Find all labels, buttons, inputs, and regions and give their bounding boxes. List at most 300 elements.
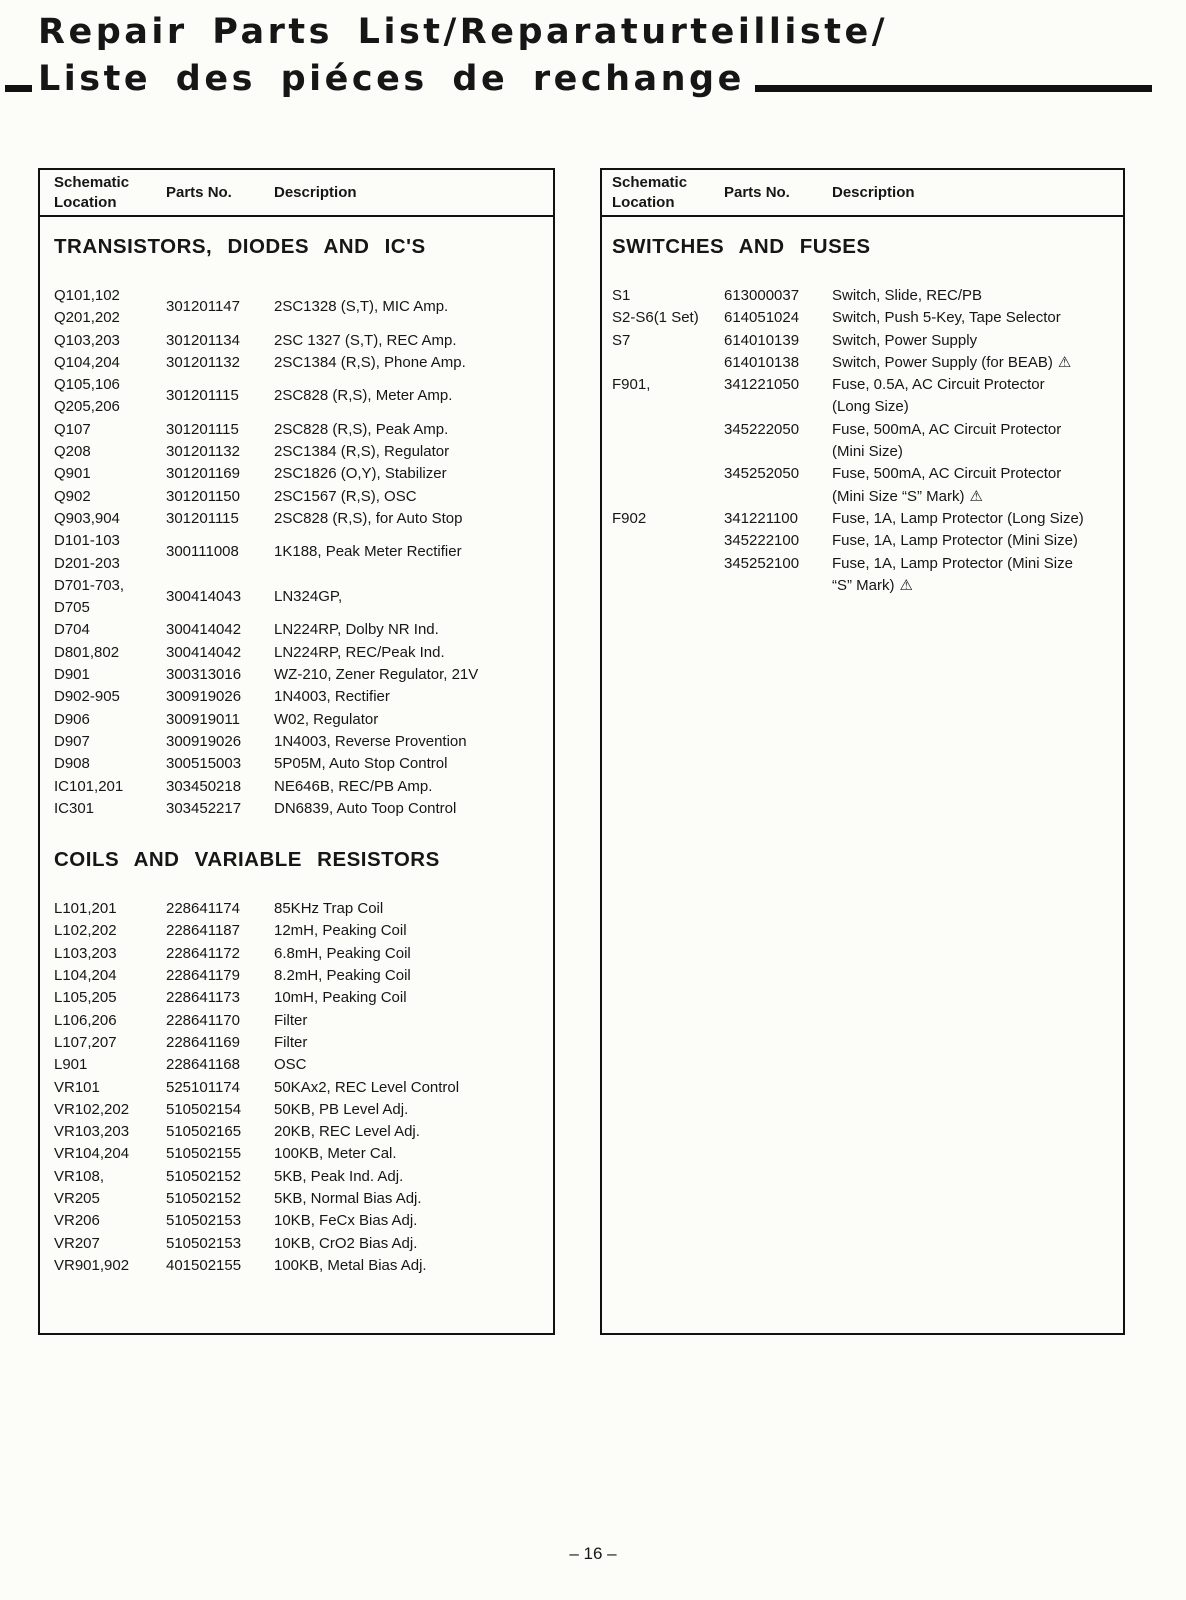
column-header-description: Description (832, 184, 915, 201)
schematic-location (54, 753, 166, 775)
schematic-location-line: L101,201 (54, 900, 117, 918)
schematic-location (54, 1077, 166, 1099)
table-row (54, 330, 551, 352)
description (832, 419, 1121, 464)
description-line: Fuse, 1A, Lamp Protector (Mini Size (832, 554, 1073, 572)
parts-no: 613000037 (724, 287, 800, 304)
description-line: 2SC1826 (O,Y), Stabilizer (274, 465, 447, 483)
schematic-location-line: L105,205 (54, 989, 117, 1007)
table-row (54, 709, 551, 731)
schematic-location-line: VR205 (54, 1189, 100, 1207)
description (274, 987, 551, 1009)
table-row (612, 307, 1121, 329)
table-header (40, 170, 553, 217)
column-header-schematic-location: Schematic Location (54, 173, 130, 211)
schematic-location-line: D101-103 (54, 532, 120, 550)
parts-no: 510502155 (166, 1145, 242, 1163)
parts-no: 614010138 (724, 353, 800, 371)
description-line: 5KB, Peak Ind. Adj. (274, 1167, 404, 1185)
table-row (54, 965, 551, 987)
schematic-location-line: F901, (612, 376, 651, 394)
schematic-location (612, 307, 724, 329)
description (274, 898, 551, 920)
table-row (612, 530, 1121, 552)
schematic-location (54, 1010, 166, 1032)
description-line: 12mH, Peaking Coil (274, 922, 407, 940)
description (832, 508, 1121, 530)
description-line: 5P05M, Auto Stop Control (274, 755, 448, 773)
schematic-location-line: Q901 (54, 465, 91, 483)
parts-no: 300414042 (166, 621, 242, 639)
schematic-location-line: VR108, (54, 1167, 105, 1185)
schematic-location (54, 943, 166, 965)
parts-no: 300414043 (166, 588, 242, 605)
schematic-location (54, 987, 166, 1009)
schematic-location (54, 664, 166, 686)
parts-no: 300515003 (166, 755, 242, 773)
schematic-location-line: L901 (54, 1056, 88, 1074)
description-line: 100KB, Metal Bias Adj. (274, 1256, 427, 1274)
schematic-location (54, 285, 166, 330)
description-line: 10KB, CrO2 Bias Adj. (274, 1234, 418, 1252)
table-row (54, 441, 551, 463)
table-row (54, 530, 551, 575)
schematic-location (54, 898, 166, 920)
right-parts-table (600, 168, 1125, 1335)
description-line: Switch, Power Supply (832, 331, 978, 349)
schematic-location (54, 1166, 166, 1188)
description-line: Fuse, 500mA, AC Circuit Protector (832, 465, 1062, 483)
schematic-location-line: D907 (54, 732, 90, 750)
description (274, 753, 551, 775)
description-line: W02, Regulator (274, 710, 379, 728)
table-row (54, 731, 551, 753)
schematic-location (54, 463, 166, 485)
description-line: 85KHz Trap Coil (274, 900, 384, 918)
table-row (54, 686, 551, 708)
section-title: COILS AND VARIABLE RESISTORS (54, 848, 440, 872)
schematic-location (612, 374, 724, 396)
schematic-location-line: L102,202 (54, 922, 117, 940)
schematic-location-line: Q107 (54, 420, 91, 438)
parts-no: 300919026 (166, 688, 242, 706)
section-title: SWITCHES AND FUSES (612, 235, 871, 258)
parts-no: 345252050 (724, 465, 800, 483)
schematic-location (54, 575, 166, 620)
parts-no: 228641169 (166, 1033, 240, 1051)
description-line: 1N4003, Reverse Provention (274, 732, 467, 750)
table-row (54, 1054, 551, 1076)
table-row (54, 1255, 551, 1277)
page-title-line2-row (5, 59, 1152, 99)
parts-no: 301201169 (166, 465, 240, 483)
description-line: (Long Size) (832, 398, 909, 416)
schematic-location (54, 642, 166, 664)
parts-no: 510502152 (166, 1189, 242, 1207)
schematic-location-line: L103,203 (54, 944, 117, 962)
schematic-location-line: VR901,902 (54, 1256, 130, 1274)
parts-no: 614010139 (724, 331, 800, 349)
parts-no: 301201150 (166, 487, 240, 505)
schematic-location-line: Q105,106 (54, 376, 120, 394)
description (274, 586, 551, 608)
table-row (612, 285, 1121, 307)
schematic-location-line: D705 (54, 599, 90, 617)
description-line: 1N4003, Rectifier (274, 688, 390, 706)
schematic-location-line: IC101,201 (54, 777, 124, 795)
schematic-location (54, 374, 166, 419)
description (274, 776, 551, 798)
description-line: 8.2mH, Peaking Coil (274, 967, 411, 985)
description (274, 1121, 551, 1143)
schematic-location-line: D201-203 (54, 554, 120, 572)
parts-no: 345252100 (724, 554, 800, 572)
description (832, 285, 1121, 307)
table-row (612, 463, 1121, 508)
description-line: Filter (274, 1011, 308, 1029)
description (274, 642, 551, 664)
schematic-location-line: L104,204 (54, 967, 117, 985)
table-row (612, 374, 1121, 419)
schematic-location (54, 1032, 166, 1054)
warning-triangle-icon: ⚠ (899, 576, 913, 594)
parts-no: 301201134 (166, 331, 240, 349)
schematic-location-line: VR104,204 (54, 1145, 130, 1163)
schematic-location-line: D801,802 (54, 643, 120, 661)
schematic-location-line: S1 (612, 287, 631, 304)
description-line: LN224RP, REC/Peak Ind. (274, 643, 445, 661)
table-row (54, 753, 551, 775)
schematic-location (54, 798, 166, 820)
schematic-location (54, 1143, 166, 1165)
description (832, 374, 1121, 419)
schematic-location-line: D901 (54, 666, 90, 684)
description-line: Switch, Power Supply (for BEAB) ⚠ (832, 353, 1072, 371)
schematic-location-line: Q101,102 (54, 287, 120, 304)
table-row (612, 352, 1121, 374)
schematic-location (54, 731, 166, 753)
table-row (54, 776, 551, 798)
schematic-location (54, 486, 166, 508)
parts-no: 301201132 (166, 443, 240, 461)
description (832, 307, 1121, 329)
description (832, 330, 1121, 352)
parts-no: 303452217 (166, 799, 242, 817)
table-row (54, 1188, 551, 1210)
description (274, 1166, 551, 1188)
description-line: LN324GP, (274, 588, 343, 605)
schematic-location-line: IC301 (54, 799, 95, 817)
description (274, 920, 551, 942)
description (274, 798, 551, 820)
description-line: DN6839, Auto Toop Control (274, 799, 457, 817)
left-table-body (40, 235, 553, 1277)
description (274, 619, 551, 641)
table-row (54, 374, 551, 419)
description (274, 330, 551, 352)
schematic-location (54, 709, 166, 731)
description-line: 2SC 1327 (S,T), REC Amp. (274, 331, 457, 349)
table-row (54, 1166, 551, 1188)
description (274, 664, 551, 686)
section-title: TRANSISTORS, DIODES AND IC'S (54, 235, 426, 258)
parts-no: 301201115 (166, 387, 239, 405)
table-row (54, 419, 551, 441)
description-line: Fuse, 0.5A, AC Circuit Protector (832, 376, 1045, 394)
parts-no: 301201115 (166, 509, 239, 527)
page-title-line1: Repair Parts List/Reparaturteilliste/ (38, 12, 888, 52)
parts-no: 510502165 (166, 1123, 242, 1141)
table-row (54, 798, 551, 820)
table-row (612, 419, 1121, 464)
description-line: 20KB, REC Level Adj. (274, 1123, 420, 1141)
description-line: 2SC1384 (R,S), Regulator (274, 443, 450, 461)
description (274, 965, 551, 987)
parts-no: 341221100 (724, 509, 798, 527)
schematic-location-line: S7 (612, 331, 631, 349)
description-line: 2SC1384 (R,S), Phone Amp. (274, 353, 466, 371)
schematic-location (54, 441, 166, 463)
parts-no: 345222100 (724, 532, 800, 550)
page-header (5, 12, 1152, 99)
description (274, 1010, 551, 1032)
parts-no: 300414042 (166, 643, 242, 661)
schematic-location (54, 920, 166, 942)
description (832, 530, 1121, 552)
schematic-location-line: Q104,204 (54, 353, 120, 371)
parts-no: 510502154 (166, 1100, 242, 1118)
description (274, 1210, 551, 1232)
schematic-location-line: D704 (54, 621, 90, 639)
table-row (54, 1121, 551, 1143)
description (274, 1054, 551, 1076)
schematic-location-line: VR206 (54, 1212, 100, 1230)
warning-triangle-icon: ⚠ (1057, 353, 1072, 371)
schematic-location-line: Q205,206 (54, 398, 120, 416)
table-row (54, 1099, 551, 1121)
schematic-location-line: D902-905 (54, 688, 120, 706)
table-row (54, 987, 551, 1009)
schematic-location (612, 330, 724, 352)
description (274, 352, 551, 374)
parts-no: 228641172 (166, 944, 240, 962)
schematic-location-line: L106,206 (54, 1011, 117, 1029)
description-line: 100KB, Meter Cal. (274, 1145, 397, 1163)
table-row (54, 1210, 551, 1232)
description-line: Filter (274, 1033, 308, 1051)
parts-no: 300919011 (166, 710, 240, 728)
description (274, 385, 551, 407)
schematic-location (54, 1054, 166, 1076)
description (274, 541, 551, 563)
description (832, 553, 1121, 598)
table-row (54, 943, 551, 965)
description-line: WZ-210, Zener Regulator, 21V (274, 666, 479, 684)
description-line: 2SC828 (R,S), Meter Amp. (274, 387, 453, 405)
parts-no: 228641174 (166, 900, 240, 918)
description-line: 10mH, Peaking Coil (274, 989, 407, 1007)
parts-no: 228641179 (166, 967, 240, 985)
schematic-location (54, 686, 166, 708)
page-title-line2: Liste des piéces de rechange (38, 59, 745, 99)
description (274, 508, 551, 530)
parts-no: 614051024 (724, 309, 800, 327)
schematic-location (54, 330, 166, 352)
description (274, 1188, 551, 1210)
description-line: “S” Mark) ⚠ (832, 576, 913, 594)
description (274, 296, 551, 318)
schematic-location-line: VR207 (54, 1234, 100, 1252)
schematic-location (54, 1233, 166, 1255)
table-row (54, 1010, 551, 1032)
description-line: Fuse, 500mA, AC Circuit Protector (832, 420, 1062, 438)
table-row (54, 575, 551, 620)
table-row (54, 920, 551, 942)
description-line: (Mini Size “S” Mark) ⚠ (832, 487, 983, 505)
schematic-location (54, 1210, 166, 1232)
description-line: Switch, Push 5-Key, Tape Selector (832, 309, 1061, 327)
parts-no: 510502153 (166, 1234, 242, 1252)
page-number: – 16 – (569, 1544, 617, 1563)
schematic-location (54, 419, 166, 441)
schematic-location-line: VR101 (54, 1078, 100, 1096)
schematic-location (54, 530, 166, 575)
parts-no: 301201115 (166, 420, 239, 438)
description-line: (Mini Size) (832, 443, 903, 461)
description (274, 1233, 551, 1255)
description-line: 2SC828 (R,S), Peak Amp. (274, 420, 449, 438)
description (274, 943, 551, 965)
schematic-location-line: L107,207 (54, 1033, 117, 1051)
table-row (54, 664, 551, 686)
description (274, 731, 551, 753)
schematic-location (54, 619, 166, 641)
schematic-location-line: Q903,904 (54, 509, 120, 527)
decorative-dash (5, 85, 32, 92)
schematic-location-line: D701-703, (54, 576, 125, 594)
description-line: Fuse, 1A, Lamp Protector (Mini Size) (832, 532, 1078, 550)
description (832, 352, 1121, 374)
schematic-location (54, 508, 166, 530)
description (274, 709, 551, 731)
description (274, 686, 551, 708)
description-line: 2SC1567 (R,S), OSC (274, 487, 417, 505)
description (274, 1077, 551, 1099)
description-line: 2SC828 (R,S), for Auto Stop (274, 509, 463, 527)
schematic-location-line: Q902 (54, 487, 91, 505)
table-row (54, 619, 551, 641)
parts-no: 228641170 (166, 1011, 240, 1029)
left-parts-table (38, 168, 555, 1335)
schematic-location (54, 1099, 166, 1121)
description-line: 50KAx2, REC Level Control (274, 1078, 460, 1096)
parts-no: 303450218 (166, 777, 242, 795)
parts-no: 510502152 (166, 1167, 242, 1185)
schematic-location-line: Q103,203 (54, 331, 120, 349)
column-header-parts-no: Parts No. (166, 184, 232, 201)
warning-triangle-icon: ⚠ (969, 487, 983, 505)
parts-no: 300919026 (166, 732, 242, 750)
description-line: LN224RP, Dolby NR Ind. (274, 621, 439, 639)
table-row (54, 508, 551, 530)
schematic-location (54, 776, 166, 798)
table-row (54, 642, 551, 664)
description (832, 463, 1121, 508)
description-line: 50KB, PB Level Adj. (274, 1100, 409, 1118)
description (274, 441, 551, 463)
schematic-location-line: Q208 (54, 443, 91, 461)
description-line: 10KB, FeCx Bias Adj. (274, 1212, 418, 1230)
description (274, 1143, 551, 1165)
schematic-location-line: Q201,202 (54, 309, 120, 327)
table-row (54, 352, 551, 374)
table-row (54, 1032, 551, 1054)
description-line: 6.8mH, Peaking Coil (274, 944, 411, 962)
parts-no: 300111008 (166, 543, 239, 561)
description-line: NE646B, REC/PB Amp. (274, 777, 433, 795)
schematic-location (54, 352, 166, 374)
schematic-location-line: S2-S6(1 Set) (612, 309, 699, 327)
description-line: Switch, Slide, REC/PB (832, 287, 983, 304)
description (274, 1032, 551, 1054)
parts-no: 341221050 (724, 376, 800, 394)
table-row (612, 330, 1121, 352)
table-row (54, 1143, 551, 1165)
parts-no: 228641168 (166, 1056, 240, 1074)
table-row (612, 508, 1121, 530)
table-row (54, 1233, 551, 1255)
parts-no: 228641187 (166, 922, 240, 940)
table-row (54, 463, 551, 485)
description (274, 463, 551, 485)
schematic-location-line: VR103,203 (54, 1123, 130, 1141)
description (274, 486, 551, 508)
title-rule (755, 85, 1152, 92)
description (274, 419, 551, 441)
parts-no: 525101174 (166, 1078, 240, 1096)
column-header-parts-no: Parts No. (724, 184, 790, 201)
parts-no: 301201132 (166, 353, 240, 371)
schematic-location (54, 1188, 166, 1210)
schematic-location (612, 285, 724, 307)
description-line: OSC (274, 1056, 307, 1074)
column-header-description: Description (274, 184, 357, 201)
schematic-location (54, 1121, 166, 1143)
parts-no: 510502153 (166, 1212, 242, 1230)
schematic-location-line: D908 (54, 755, 90, 773)
description-line: 1K188, Peak Meter Rectifier (274, 543, 462, 561)
parts-no: 401502155 (166, 1256, 242, 1274)
description-line: 2SC1328 (S,T), MIC Amp. (274, 298, 449, 316)
description (274, 1099, 551, 1121)
table-row (54, 1077, 551, 1099)
description-line: Fuse, 1A, Lamp Protector (Long Size) (832, 509, 1084, 527)
description (274, 1255, 551, 1277)
schematic-location (54, 965, 166, 987)
table-row (54, 898, 551, 920)
table-row (612, 553, 1121, 598)
schematic-location-line: VR102,202 (54, 1100, 130, 1118)
right-table-body (602, 235, 1123, 597)
parts-no: 345222050 (724, 420, 800, 438)
schematic-location-line: F902 (612, 509, 647, 527)
column-header-schematic-location: Schematic Location (612, 173, 688, 211)
schematic-location (612, 508, 724, 530)
table-row (54, 486, 551, 508)
table-row (54, 285, 551, 330)
parts-no: 301201147 (166, 298, 240, 316)
description-line: 5KB, Normal Bias Adj. (274, 1189, 422, 1207)
